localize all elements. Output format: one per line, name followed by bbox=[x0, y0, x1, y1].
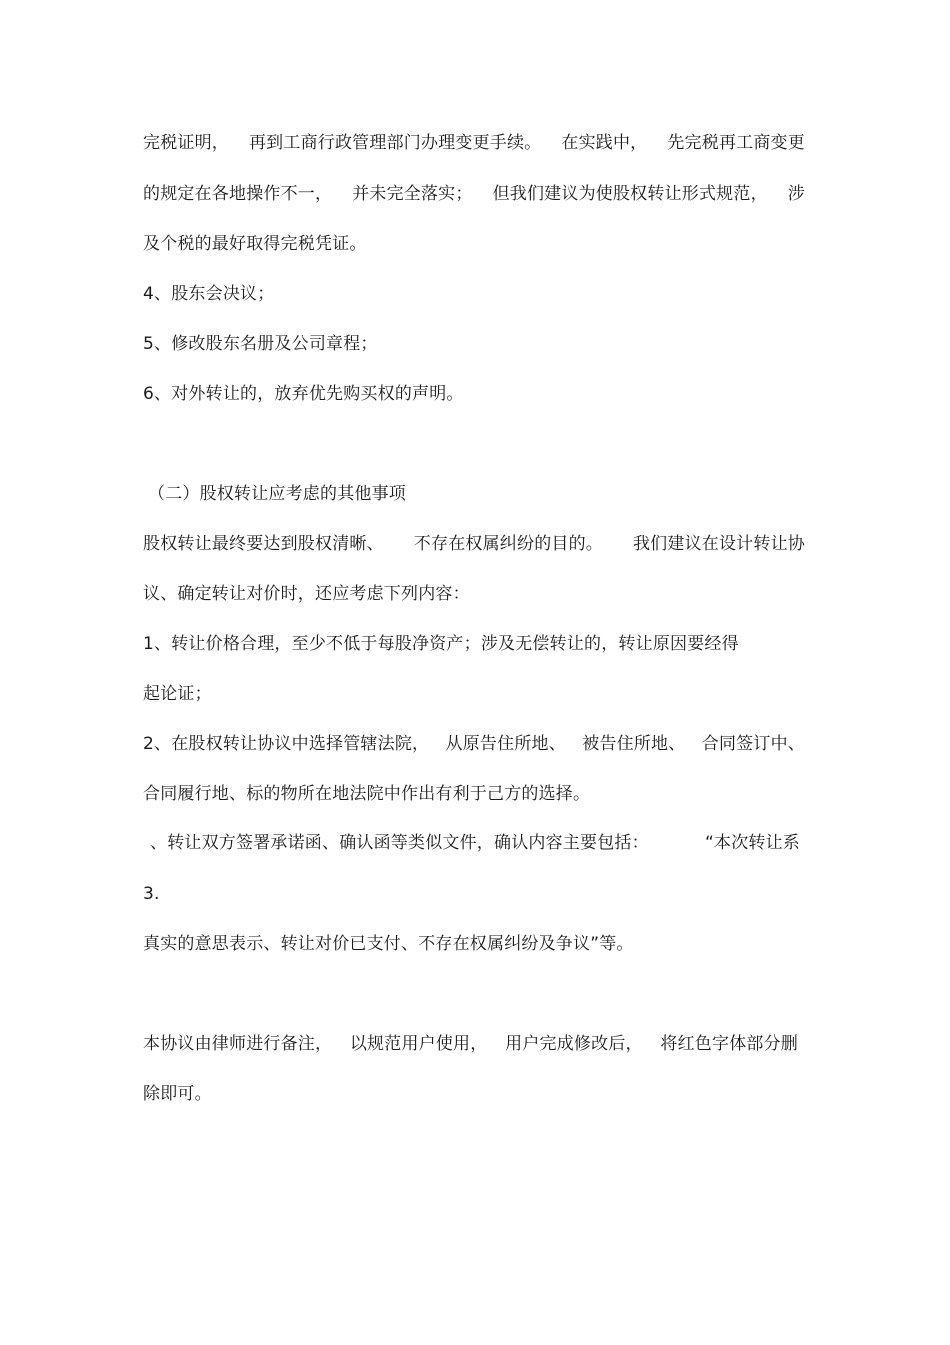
section-heading: （二）股权转让应考虑的其他事项 bbox=[148, 484, 406, 504]
list-number: 3. bbox=[143, 884, 160, 904]
list-item: 4、股东会决议； bbox=[143, 284, 275, 304]
text-fragment: 、转让双方签署承诺函、确认函等类似文件，确认内容主要包括： bbox=[150, 833, 649, 853]
text-fragment: 将红色字体部分删 bbox=[660, 1034, 798, 1054]
list-item-continuation: 真实的意思表示、转让对价已支付、不存在权属纠纷及争议”等。 bbox=[143, 934, 634, 954]
text-fragment: 但我们建议为使股权转让形式规范， bbox=[492, 184, 768, 204]
note-line: 除即可。 bbox=[143, 1084, 212, 1104]
text-fragment: 我们建议在设计转让协 bbox=[632, 534, 805, 554]
list-item-continuation: 合同履行地、标的物所在地法院中作出有利于己方的选择。 bbox=[143, 784, 591, 804]
text-fragment: 完税证明， bbox=[143, 133, 229, 153]
text-fragment: 涉 bbox=[787, 184, 805, 204]
paragraph-line: 及个税的最好取得完税凭证。 bbox=[143, 234, 367, 254]
text-fragment: 被告住所地、 bbox=[582, 734, 686, 754]
text-fragment: 再到工商行政管理部门办理变更手续。 bbox=[248, 133, 542, 153]
text-fragment: 先完税再工商变更 bbox=[667, 133, 805, 153]
text-fragment: 2、在股权转让协议中选择管辖法院， bbox=[143, 734, 430, 754]
text-fragment: 的规定在各地操作不一， bbox=[143, 184, 333, 204]
text-fragment: 在实践中， bbox=[561, 133, 648, 153]
paragraph-line bbox=[143, 532, 805, 556]
paragraph-line bbox=[143, 131, 805, 155]
text-fragment: 合同签订中、 bbox=[701, 734, 805, 754]
list-item: 5、修改股东名册及公司章程； bbox=[143, 334, 378, 354]
paragraph-line bbox=[143, 182, 805, 206]
text-fragment: 不存在权属纠纷的目的。 bbox=[413, 534, 603, 554]
list-item: 1、转让价格合理，至少不低于每股净资产；涉及无偿转让的，转让原因要经得 bbox=[143, 634, 739, 654]
text-fragment: 并未完全落实； bbox=[352, 184, 473, 204]
text-fragment: 从原告住所地、 bbox=[445, 734, 566, 754]
text-fragment: “本次转让系 bbox=[704, 833, 800, 853]
note-line bbox=[143, 1032, 798, 1056]
text-fragment: 本协议由律师进行备注， bbox=[143, 1034, 333, 1054]
paragraph-line: 议、确定转让对价时，还应考虑下列内容： bbox=[143, 584, 470, 604]
list-item bbox=[150, 831, 800, 855]
text-fragment: 股权转让最终要达到股权清晰、 bbox=[143, 534, 384, 554]
text-fragment: 以规范用户使用， bbox=[349, 1034, 488, 1054]
list-item: 6、对外转让的，放弃优先购买权的声明。 bbox=[143, 384, 464, 404]
list-item-continuation: 起论证； bbox=[143, 684, 212, 704]
list-item bbox=[143, 732, 805, 756]
text-fragment: 用户完成修改后， bbox=[505, 1034, 643, 1054]
